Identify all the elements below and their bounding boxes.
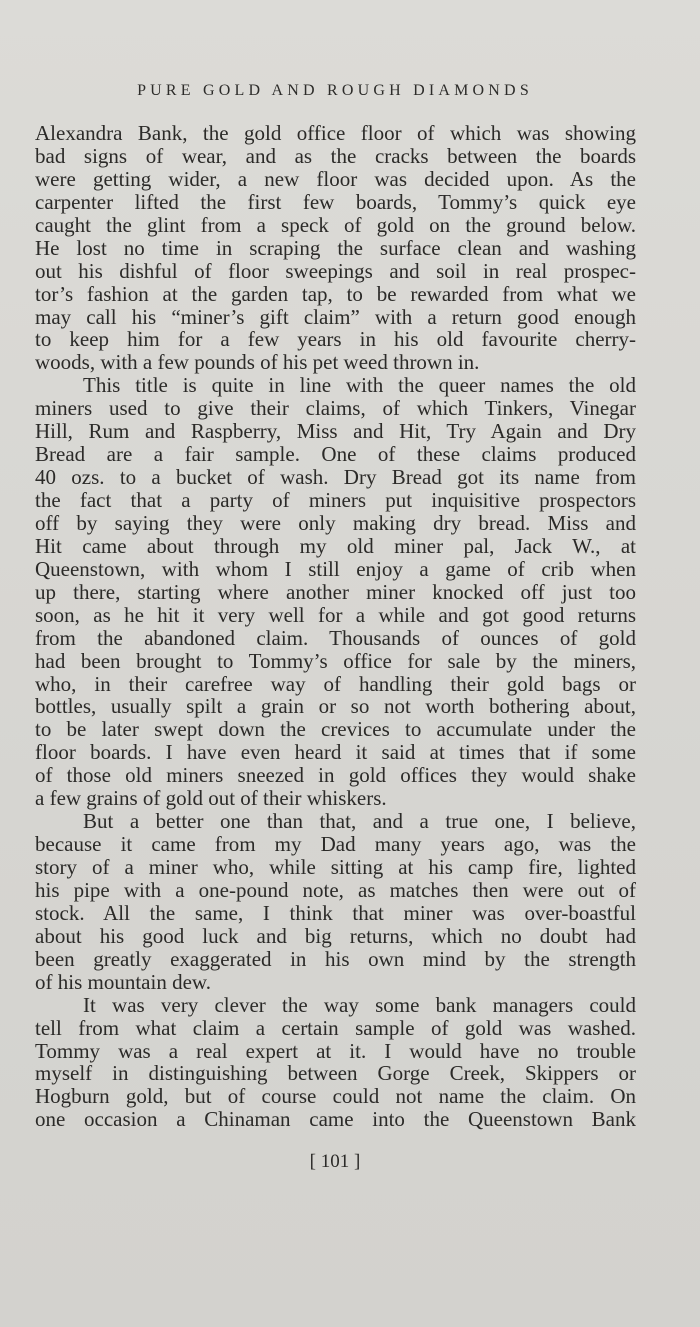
text-line: It was very clever the way some bank managers could: [83, 992, 636, 1017]
paragraph: [35, 122, 636, 374]
text-line: bad signs of wear, and as the cracks between the boards: [35, 143, 636, 168]
text-line: a few grains of gold out of their whiskers.: [35, 786, 387, 811]
text-line: had been brought to Tommy’s office for sale by the miners,: [35, 648, 636, 673]
text-line: off by saying they were only making dry bread. Miss and: [35, 510, 636, 535]
text-line: tell from what claim a certain sample of gold was washed.: [35, 1015, 636, 1040]
paragraph: [35, 374, 636, 810]
text-line: miners used to give their claims, of which Tinkers, Vinegar: [35, 396, 636, 421]
running-head: PURE GOLD AND ROUGH DIAMONDS: [137, 82, 533, 99]
text-line: who, in their carefree way of handling their gold bags or: [35, 671, 636, 696]
text-line: to keep him for a few years in his old favourite cherry-: [35, 327, 636, 352]
paragraph: [35, 810, 636, 994]
text-line: stock. All the same, I think that miner was over-boastful: [35, 900, 636, 925]
text-line: Hill, Rum and Raspberry, Miss and Hit, Try Again and Dry: [35, 419, 636, 444]
text-line: been greatly exaggerated in his own mind by the strength: [35, 946, 636, 971]
text-line: soon, as he hit it very well for a while and got good returns: [35, 602, 636, 627]
text-line: caught the glint from a speck of gold on the ground below.: [35, 212, 636, 237]
text-line: Alexandra Bank, the gold office floor of which was showing: [35, 121, 636, 145]
text-line: to be later swept down the crevices to accumulate under the: [35, 717, 636, 742]
text-line: floor boards. I have even heard it said at times that if some: [35, 740, 636, 765]
text-line: out his dishful of floor sweepings and soil in real prospec-: [35, 258, 636, 283]
text-line: This title is quite in line with the queer names the old: [83, 373, 636, 398]
text-line: He lost no time in scraping the surface clean and washing: [35, 235, 636, 260]
text-line: one occasion a Chinaman came into the Queenstown Bank: [35, 1107, 636, 1132]
text-line: myself in distinguishing between Gorge Creek, Skippers or: [35, 1061, 636, 1086]
page-number: [ 101 ]: [309, 1151, 361, 1172]
text-line: Tommy was a real expert at it. I would have no trouble: [35, 1038, 636, 1063]
text-line: 40 ozs. to a bucket of wash. Dry Bread got its name from: [35, 465, 636, 490]
text-line: of his mountain dew.: [35, 969, 211, 994]
text-line: carpenter lifted the first few boards, Tommy’s quick eye: [35, 189, 636, 214]
text-line: may call his “miner’s gift claim” with a return good enough: [35, 304, 636, 329]
text-line: Hit came about through my old miner pal, Jack W., at: [35, 533, 636, 558]
text-line: about his good luck and big returns, which no doubt had: [35, 923, 636, 948]
text-line: from the abandoned claim. Thousands of ounces of gold: [35, 625, 636, 650]
text-line: tor’s fashion at the garden tap, to be rewarded from what we: [35, 281, 636, 306]
text-line: Hogburn gold, but of course could not name the claim. On: [35, 1084, 636, 1109]
text-line: of those old miners sneezed in gold offices they would shake: [35, 763, 636, 788]
text-line: the fact that a party of miners put inquisitive prospectors: [35, 488, 636, 512]
body-text: [35, 122, 636, 1131]
text-line: his pipe with a one-pound note, as matches then were out of: [35, 877, 636, 902]
text-line: woods, with a few pounds of his pet weed thrown in.: [35, 350, 480, 375]
text-line: because it came from my Dad many years ago, was the: [35, 832, 636, 857]
text-line: Queenstown, with whom I still enjoy a game of crib when: [35, 556, 636, 581]
paragraph: [35, 994, 636, 1132]
text-line: Bread are a fair sample. One of these claims produced: [35, 442, 636, 467]
text-line: bottles, usually spilt a grain or so not worth bothering about,: [35, 694, 636, 719]
text-line: story of a miner who, while sitting at his camp fire, lighted: [35, 855, 636, 879]
text-line: But a better one than that, and a true one, I believe,: [83, 809, 636, 834]
text-line: up there, starting where another miner knocked off just too: [35, 579, 636, 604]
text-line: were getting wider, a new floor was decided upon. As the: [35, 166, 636, 191]
